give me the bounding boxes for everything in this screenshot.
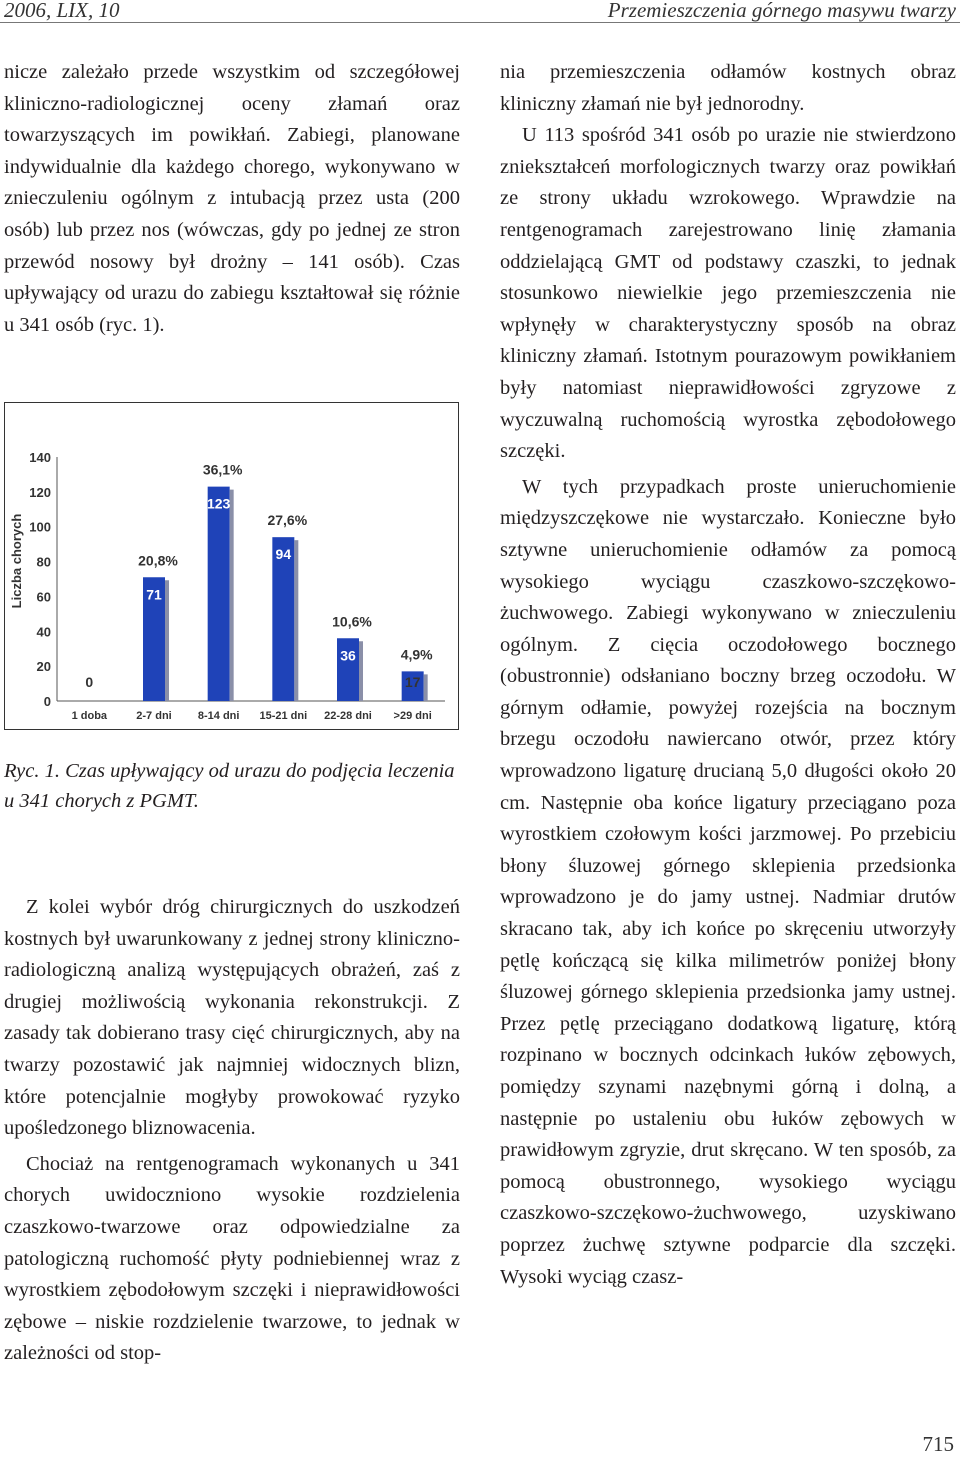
left-column-bottom	[4, 892, 460, 1370]
bar-percent-label: 36,1%	[202, 461, 243, 478]
y-tick-label: 20	[36, 659, 51, 675]
figure-caption: Ryc. 1. Czas upływający od urazu do podjęcia leczenia u 341 chorych z PGMT.	[4, 760, 455, 812]
y-tick-label: 100	[29, 519, 51, 535]
bar-value-label: 0	[85, 674, 94, 690]
bar-shadow	[230, 490, 234, 701]
paragraph: W tych przypadkach proste unieruchomienie międzyszczękowe nie wystarczało. Konieczne było sztywne unieruchomienie odłamów za pomocą wysokiego wyciągu czaszkowo-szczękowo-żuchwowego. Zabiegi wykonywano w znieczuleniu ogólnym. Z cięcia oczodołowego bocznego (obustronnie) odsłaniano boczny brzeg oczodołu. W górnym odłamie, powyżej rozejścia na bocznym brzegu oczodołu nawiercano otwór, przez który wprowadzono ligaturę drucianą 5,0 długości około 20 cm. Następnie oba końce ligatury przeciągano poza wyrostkiem czołowym kości jarzmowej. Po przebiciu błony śluzowej górnego sklepienia przedsionka wprowadzono je do jamy ustnej. Nadmiar drutów skracano tak, aby ich końce po skręceniu utworzyły pętlę kończącą się kilka milimetrów poniżej błony śluzowej górnego sklepienia przedsionka jamy ustnej. Przez pętlę przeciągano dodatkową ligaturę, którą rozpinano w bocznych odcinkach łuków zębowych, pomiędzy szynami nazębnymi górną i dolną, a następnie po ustaleniu obu łuków zębowych w prawidłowym zgryzie, drut skręcano. W ten sposób, za pomocą obustronnego, wysokiego wyciągu czaszkowo-szczękowo-żuchwowego, uzyskiwano poprzez żuchwę sztywne podparcie dla szczęki. Wysoki wyciąg czasz-	[500, 475, 956, 1288]
x-tick-label: >29 dni	[393, 710, 432, 722]
page-number: 715	[922, 1432, 954, 1456]
bar-percent-label: 20,8%	[138, 552, 178, 569]
y-axis-label: Liczba chorych	[9, 513, 24, 609]
bar-percent-label: 4,9%	[400, 646, 433, 663]
bar-value-label: 36	[340, 647, 356, 664]
bar-value-label: 17	[404, 674, 421, 690]
bar-shadow	[165, 580, 169, 701]
journal-issue: 2006, LIX, 10	[4, 0, 120, 22]
bar-percent-label: 10,6%	[332, 613, 372, 630]
figure-1	[4, 402, 459, 730]
bar-shadow	[294, 540, 298, 701]
running-header	[0, 0, 960, 23]
x-tick-label: 1 doba	[71, 710, 108, 722]
paragraph: U 113 spośród 341 osób po urazie nie stwierdzono zniekształceń morfologicznych twarzy oraz powikłań ze strony układu wzrokowego. Wprawdzie na rentgenogramach zarejestrowano linię złamania oddzielającą GMT od podstawy czaszki, to jednak stosunkowo niewielkie jego przemieszczenia nie wpłynęły w charakterystyczny sposób na obraz kliniczny złamań. Istotnym pourazowym powikłaniem były natomiast nieprawidłowości zgryzowe z wyczuwalną ruchomością wyrostka zębodołowego szczęki.	[500, 124, 956, 463]
bar-value-label: 123	[206, 495, 231, 512]
x-tick-label: 15-21 dni	[259, 710, 308, 722]
y-tick-label: 0	[43, 694, 51, 709]
right-column	[500, 57, 956, 1293]
bar-percent-label: 27,6%	[267, 512, 308, 529]
x-tick-label: 22-28 dni	[324, 710, 372, 722]
bar-chart	[5, 403, 457, 728]
bar-shadow	[359, 641, 363, 701]
paragraph: nicze zależało przede wszystkim od szczegółowej kliniczno-radiologicznej oceny złamań oraz towarzyszących im powikłań. Zabiegi, planowane indywidualnie dla każdego chorego, wykonywano w znieczuleniu ogólnym z intubacją przez usta (200 osób) lub przez nos (wówczas, gdy po jednej ze stron przewód nosowy był drożny – 141 osób). Czas upływający od urazu do zabiegu kształtował się różnie u 341 osób (ryc. 1).	[4, 61, 460, 336]
y-tick-label: 140	[29, 450, 51, 465]
bar-value-label: 94	[275, 546, 292, 563]
bar	[208, 487, 230, 701]
y-tick-label: 60	[36, 589, 51, 605]
paragraph: Chociaż na rentgenogramach wykonanych u 341 chorych uwidoczniono wysokie rozdzielenia czaszkowo-twarzowe oraz odpowiedzialne za patologiczną ruchomość płyty podniebiennej wraz z wyrostkiem zębodołowym szczęki i nieprawidłowości zębowe – niskie rozdzielenie twarzowe, to jednak w zależności od stop-	[4, 1152, 460, 1365]
y-tick-label: 80	[36, 554, 51, 570]
x-tick-label: 8-14 dni	[197, 710, 240, 722]
y-tick-label: 120	[29, 484, 51, 500]
left-column-top	[4, 57, 460, 341]
paragraph: Z kolei wybór dróg chirurgicznych do uszkodzeń kostnych był uwarunkowany z jednej strony kliniczno-radiologiczną analizą występujących obrażeń, zaś z drugiej możliwością wykonania rekonstrukcji. Z zasady tak dobierano trasy cięć chirurgicznych, aby na twarzy pozostawić jak najmniej widocznych blizn, które potencjalnie mogłyby prowokować ryzyko upośledzonego bliznowacenia.	[4, 896, 460, 1140]
bar-value-label: 71	[146, 586, 162, 603]
bar-shadow	[424, 674, 428, 701]
running-title: Przemieszczenia górnego masywu twarzy	[607, 0, 956, 22]
y-tick-label: 40	[36, 624, 51, 640]
paragraph: nia przemieszczenia odłamów kostnych obraz kliniczny złamań nie był jednorodny.	[500, 61, 956, 115]
x-tick-label: 2-7 dni	[136, 710, 172, 722]
